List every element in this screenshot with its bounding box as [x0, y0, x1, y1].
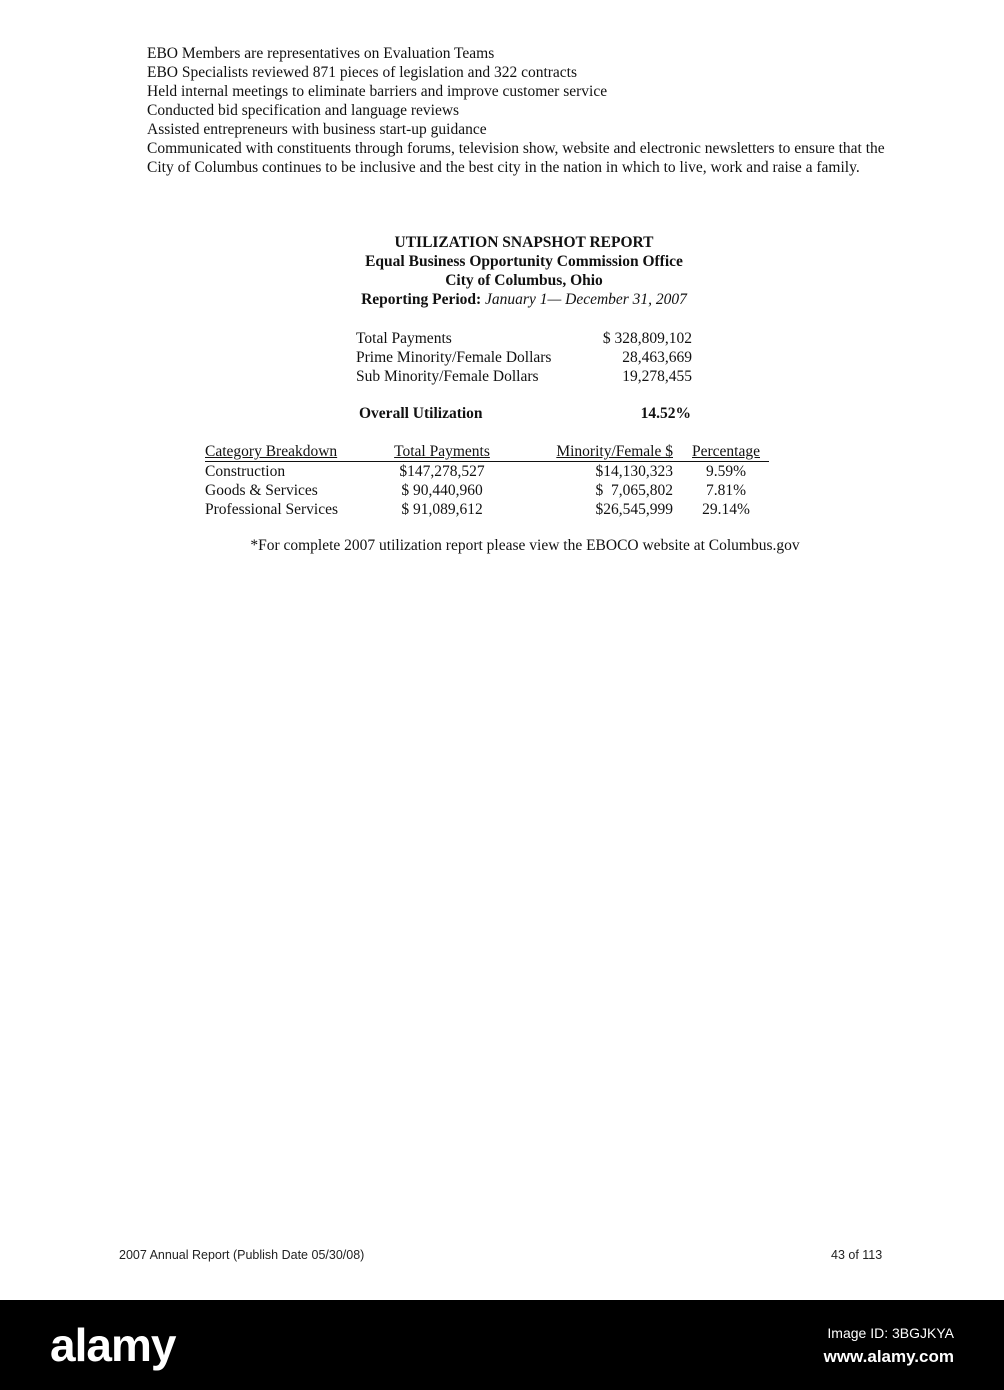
table-cell: 9.59%: [705, 463, 747, 480]
report-title: UTILIZATION SNAPSHOT REPORT: [394, 234, 654, 251]
table-cell: Construction: [205, 463, 286, 480]
column-header: Total Payments: [381, 442, 503, 462]
table-cell: $ 7,065,802: [595, 482, 673, 499]
watermark-url: www.alamy.com: [823, 1347, 954, 1366]
table-row: [205, 462, 769, 482]
column-header: Percentage: [683, 442, 769, 462]
table-row: [205, 500, 769, 519]
summary-row: [356, 367, 696, 386]
table-cell: $ 90,440,960: [401, 482, 483, 499]
table-cell: Professional Services: [205, 501, 339, 518]
table-row: [205, 481, 769, 500]
table-cell: 29.14%: [702, 501, 750, 518]
period-label: Reporting Period:: [361, 291, 482, 308]
footnote: *For complete 2007 utilization report please view the EBOCO website at Columbus.gov: [250, 537, 800, 554]
list-item: Assisted entrepreneurs with business start-up guidance: [147, 121, 487, 138]
page-footer-title: 2007 Annual Report (Publish Date 05/30/08): [119, 1248, 365, 1262]
list-item: Held internal meetings to eliminate barriers and improve customer service: [147, 83, 608, 100]
office-name: Equal Business Opportunity Commission Office: [365, 253, 683, 270]
category-breakdown-table: [205, 442, 769, 519]
image-id: Image ID: 3BGJKYA: [827, 1325, 954, 1341]
list-item: EBO Members are representatives on Evaluation Teams: [147, 45, 495, 62]
summary-value: 28,463,669: [622, 349, 692, 366]
table-cell: $ 91,089,612: [401, 501, 483, 518]
watermark-bar: [0, 1300, 1004, 1390]
reporting-period: [250, 290, 798, 309]
page-number: 43 of 113: [831, 1248, 883, 1262]
summary-value: 19,278,455: [622, 368, 692, 385]
list-item: EBO Specialists reviewed 871 pieces of legislation and 322 contracts: [147, 64, 578, 81]
table-cell: $26,545,999: [595, 501, 673, 518]
city-name: City of Columbus, Ohio: [445, 272, 603, 289]
summary-label: Sub Minority/Female Dollars: [356, 368, 539, 385]
column-header: Category Breakdown: [205, 442, 381, 462]
summary-value: $ 328,809,102: [602, 330, 692, 347]
table-cell: Goods & Services: [205, 482, 318, 499]
summary-label: Total Payments: [356, 330, 452, 347]
overall-label: Overall Utilization: [359, 405, 483, 422]
table-cell: $14,130,323: [595, 463, 673, 480]
overall-value: 14.52%: [640, 405, 691, 422]
period-value: January 1— December 31, 2007: [485, 291, 687, 308]
summary-row: [356, 329, 696, 348]
table-cell: 7.81%: [705, 482, 747, 499]
column-header: Minority/Female $: [503, 442, 683, 462]
payment-summary: [356, 329, 696, 386]
list-item: Communicated with constituents through forums, television show, website and electronic newsletters to ensure that the City of Columbus continues to be inclusive and the best city in the nation in which to live, work and raise a family.: [147, 140, 885, 176]
report-header: [250, 233, 798, 309]
summary-row: [356, 348, 696, 367]
table-header-row: [205, 442, 769, 462]
list-item: Conducted bid specification and language reviews: [147, 102, 460, 119]
activity-list: [147, 44, 907, 177]
table-cell: $147,278,527: [399, 463, 485, 480]
summary-label: Prime Minority/Female Dollars: [356, 349, 552, 366]
alamy-logo: alamy: [50, 1319, 176, 1371]
